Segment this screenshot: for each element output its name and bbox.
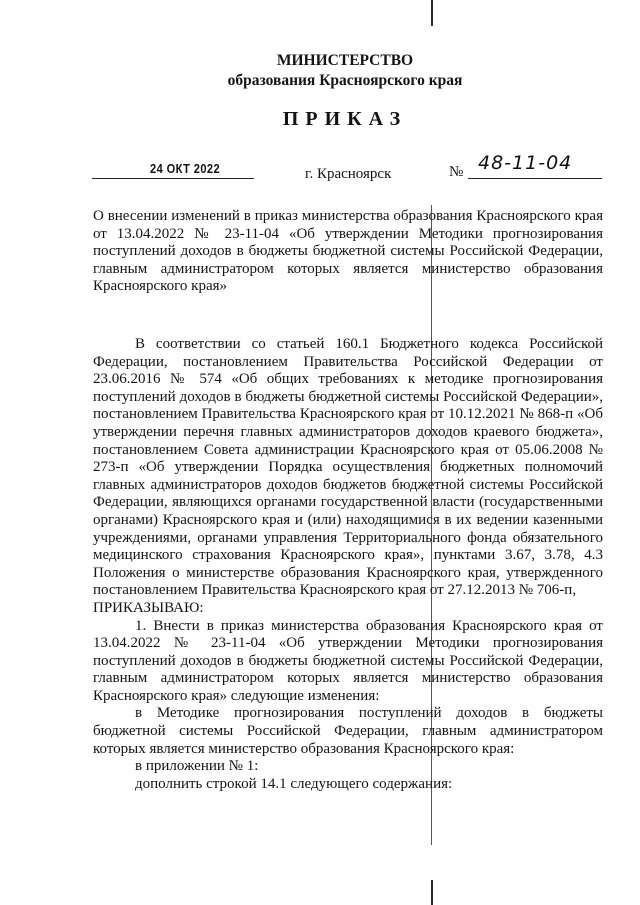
city: г. Красноярск (305, 166, 392, 182)
ministry-subtitle: образования Красноярского края (227, 72, 463, 89)
scan-binding-line-bottom (431, 880, 433, 905)
order-date-stamp: 24 ОКТ 2022 (150, 161, 221, 176)
item-1-text: 1. Внести в приказ министерства образования Красноярского края от 13.04.2022 № 23-11-04 «Об утверждении Методики прогнозирования поступлений доходов в бюджеты бюджетной системы Российской Федерации, главным администратором которых является министерство образования Красноярского края» следующие изменения: (93, 617, 603, 704)
item-1-sub-text: в Методике прогнозирования поступлений доходов в бюджеты бюджетной системы Российской Федерации, главным администратором которых является министерство образования Красноярского края: (93, 705, 603, 757)
add-line-text: дополнить строкой 14.1 следующего содержания: (135, 775, 453, 792)
order-number-handwritten: 48-11-04 (478, 152, 573, 174)
order-word: ПРИКАЗЫВАЮ: (93, 599, 204, 616)
number-underline (468, 178, 602, 179)
appendix-text: в приложении № 1: (135, 758, 259, 775)
order-subject (93, 208, 603, 296)
scan-binding-line-top (431, 0, 433, 26)
number-sign: № (449, 164, 464, 180)
order-body (93, 336, 603, 793)
date-underline (92, 178, 254, 179)
document-type: ПРИКАЗ (282, 108, 408, 130)
ministry-title: МИНИСТЕРСТВО (276, 52, 414, 69)
preamble-text: В соответствии со статьей 160.1 Бюджетного кодекса Российской Федерации, постановлением Правительства Российской Федерации от 23.06.2016 № 574 «Об общих требованиях к методике прогнозирования поступлений доходов в бюджеты бюджетной системы Российской Федерации», постановлением Правительства Красноярского края от 10.12.2021 № 868-п «Об утверждении перечня главных администраторов доходов краевого бюджета», постановлением Совета администрации Красноярского края от 05.06.2008 № 273-п «Об утверждении Порядка осуществления бюджетных полномочий главных администраторов доходов бюджетов бюджетной системы Российской Федерации, являющихся органами государственной власти (государственными органами) Красноярского края и (или) находящимися в их ведении казенными учреждениями, органами управления Территориального фонда обязательного медицинского страхования Красноярского края», пунктами 3.67, 3.78, 4.3 Положения о министерстве образования Красноярского края, утвержденного постановлением Правительства Красноярского края от 27.12.2013 № 706-п, (93, 336, 603, 599)
subject-text: О внесении изменений в приказ министерства образования Красноярского края от 13.04.2022 № 23-11-04 «Об утверждении Методики прогнозирования поступлений доходов в бюджеты бюджетной системы Российской Федерации, главным администратором которых является министерство образования Красноярского края» (93, 208, 603, 295)
